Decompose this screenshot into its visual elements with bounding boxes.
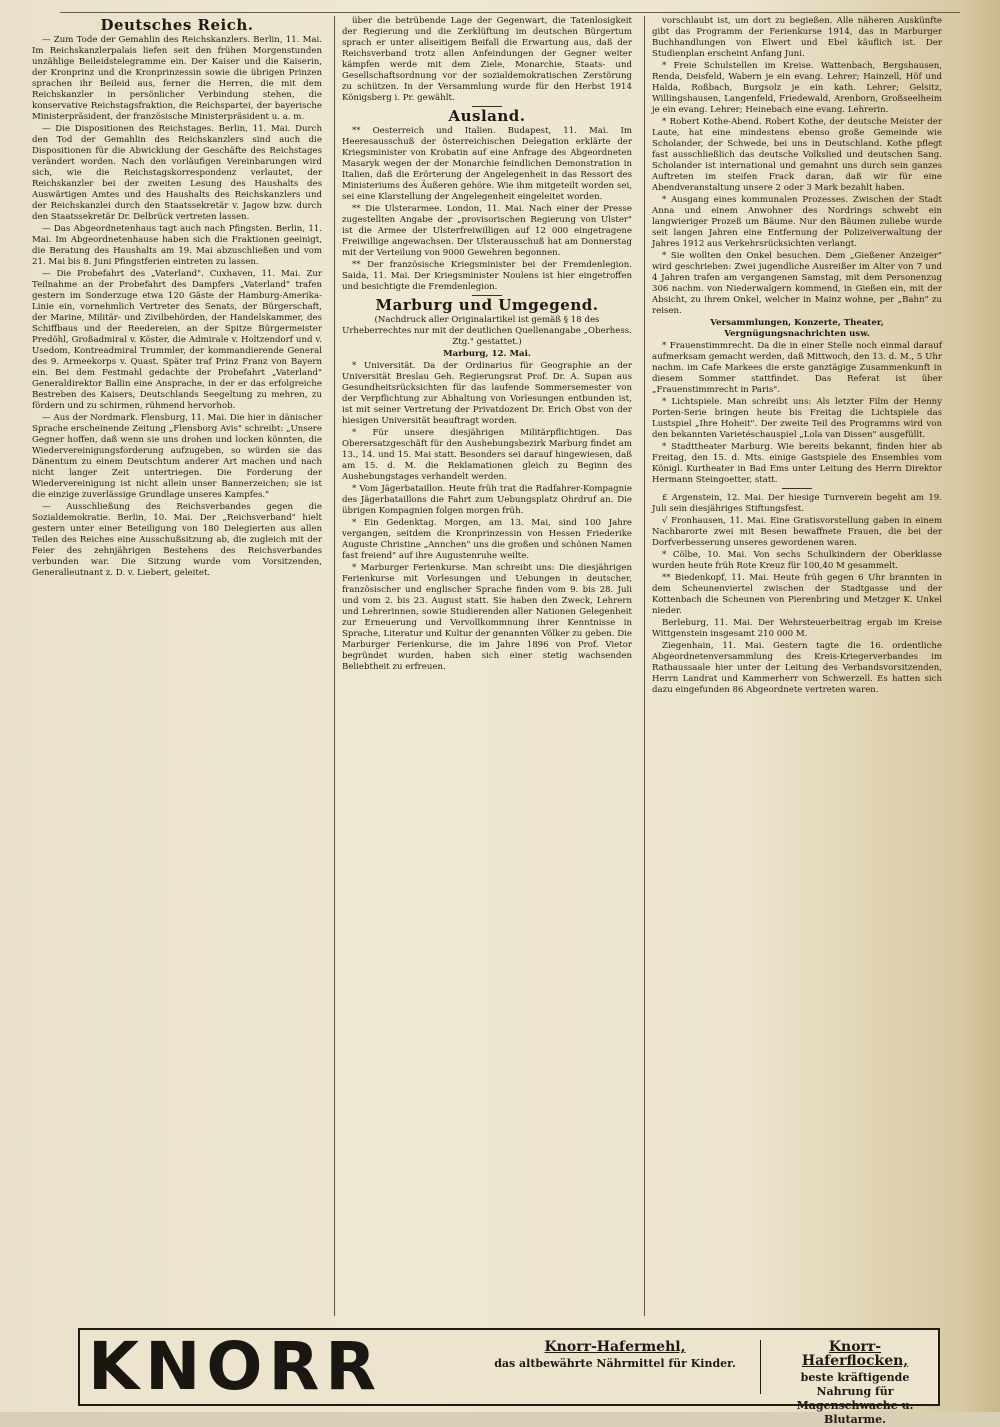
ad-divider [760, 1340, 761, 1394]
article-paragraph: * Universität. Da der Ordinarius für Geographie an der Universität Breslau Geh. Regierungsrat Prof. Dr. A. Supan aus Gesundheitsrücksichten für das laufende Sommersemester von der Verpflichtung zur Abhaltung von Vorlesungen entbunden ist, ist mit seiner Vertretung der Privatdozent Dr. Erich Obst von der hiesigen Universität beauftragt worden. [342, 361, 632, 426]
section-heading-reich: Deutsches Reich. [100, 16, 254, 34]
article-paragraph: über die betrübende Lage der Gegenwart, die Tatenlosigkeit der Regierung und die Zerklüftung im deutschen Bürgertum sprach er unter allseitigem Beifall die Erwartung aus, daß der Reichsverband trotz allen Anfeindungen der Gegner weiter kämpfen werde mit dem Ziele, Monarchie, Staats- und Gesellschaftsordnung vor der sozialdemokratischen Zerstörung zu schützen. In der Versammlung wurde für den Herbst 1914 Königsberg i. Pr. gewählt. [342, 16, 632, 103]
column-divider [334, 16, 335, 1316]
article-paragraph: ** Biedenkopf, 11. Mai. Heute früh gegen 6 Uhr brannten in dem Scheunenviertel zwischen der Stadtgasse und der Kottenbach die Scheunen von Pierenbring und Metzger K. Unkel nieder. [652, 573, 942, 616]
article-paragraph: — Zum Tode der Gemahlin des Reichskanzlers. Berlin, 11. Mai. Im Reichskanzlerpalais liefen seit den frühen Morgenstunden unzählige Beileidstelegramme ein. Der Kaiser und die Kaiserin, der Kronprinz und die Kronprinzessin sowie die übrigen Prinzen sprachen ihr Beileid aus, ferner die Herren, die mit dem Reichskanzler in persönlicher Verbindung stehen, die konservative Reichstagsfraktion, die Reichspartei, der bayerische Ministerpräsident, der französische Ministerpräsident u. a. m. [32, 35, 322, 122]
ad-hafermehl-heading: Knorr-Hafermehl, [544, 1339, 686, 1355]
article-paragraph: * Sie wollten den Onkel besuchen. Dem „Gießener Anzeiger" wird geschrieben: Zwei jugendliche Ausreißer im Alter von 7 und 4 Jahren trafen am vergangenen Samstag, mit dem Personenzug 306 nachm. von Niederwalgern kommend, in Gießen ein, mit der Absicht, zu ihrem Onkel, welcher in Mainz wohne, per „Bahn" zu reisen. [652, 251, 942, 316]
article-paragraph: * Robert Kothe-Abend. Robert Kothe, der deutsche Meister der Laute, hat eine mindestens ebenso große Gemeinde wie Scholander, der Schwede, bei uns in Deutschland. Kothe pflegt fast ausschließlich das deutsche Volkslied und deutschen Sang. Scholander ist international und gemahnt uns durch sein ganzes Auftreten im steifen Frack daran, daß wir für eine Abendveranstaltung unsere 2 oder 3 Mark bezahlt haben. [652, 117, 942, 193]
article-paragraph: — Die Dispositionen des Reichstages. Berlin, 11. Mai. Durch den Tod der Gemahlin des Reichskanzlers sind auch die Dispositionen für die Abwicklung der Geschäfte des Reichstages verändert worden. Nach den vorläufigen Vereinbarungen wird sich, wie die Reichstagskorrespondenz verlautet, der Reichskanzler bei der zweiten Lesung des Haushalts des Auswärtigen Amtes und des Haushalts des Reichskanzlers und der Reichskanzlei durch den Staatssekretär v. Jagow bzw. durch den Staatssekretär Dr. Delbrück vertreten lassen. [32, 124, 322, 222]
section-heading-marburg: Marburg und Umgegend. [375, 296, 599, 314]
article-paragraph: * Frauenstimmrecht. Da die in einer Stelle noch einmal darauf aufmerksam gemacht werden, daß Mittwoch, den 13. d. M., 5 Uhr nachm. im Cafe Markees die erste ganztägige Zusammenkunft in diesem Sommer stattfindet. Das Referat ist über „Frauenstimmrecht in Paris". [652, 341, 942, 395]
article-paragraph: √ Fronhausen, 11. Mai. Eine Gratisvorstellung gaben in einem Nachbarorte zwei mit Besen bewaffnete Frauen, die bei der Dorfverbesserung unseres gewordenen waren. [652, 516, 942, 548]
article-paragraph: ** Oesterreich und Italien. Budapest, 11. Mai. Im Heeresausschuß der österreichischen Delegation erklärte der Kriegsminister von Krobatin auf eine Anfrage des Abgeordneten Masaryk wegen der der Monarchie feindlichen Demonstration in Italien, daß die Erörterung der Angelegenheit in das Ressort des Ministeriums des Äußeren gehöre. Wie ihm mitgeteilt worden sei, sei eine Klarstellung der Angelegenheit eingeleitet worden. [342, 126, 632, 202]
article-paragraph: * Cölbe, 10. Mai. Von sechs Schulkindern der Oberklasse wurden heute früh Rote Kreuz für 100,40 M gesammelt. [652, 550, 942, 571]
dateline: Marburg, 12. Mai. [443, 349, 531, 359]
article-paragraph: ** Die Ulsterarmee. London, 11. Mai. Nach einer der Presse zugestellten Angabe der „provisorischen Regierung von Ulster" ist die Armee der Ulsterfreiwilligen auf 12 000 eingetragene Freiwillige angewachsen. Der Ulsterausschuß hat am Donnerstag mit der Verteilung von 9000 Gewehren begonnen. [342, 204, 632, 258]
column-1 [32, 16, 322, 1316]
article-paragraph: Ziegenhain, 11. Mai. Gestern tagte die 16. ordentliche Abgeordnetenversammlung des Kreis-Kriegerverbandes im Rathaussaale hier unter der Leitung des Verbandsvorsitzenden, Herrn Landrat und Kammerherr von Schwerzell. Es hatten sich dazu eingefunden 86 Abgeordnete vertreten waren. [652, 641, 942, 695]
column-divider [644, 16, 645, 1316]
divider [782, 488, 812, 489]
article-paragraph: * Ausgang eines kommunalen Prozesses. Zwischen der Stadt Anna und einem Anwohner des Nordrings schwebt ein langwieriger Prozeß um Bäume. Nur den Bäumen zuliebe wurde seit langen Jahren eine Entfernung der Polizeiverwaltung der Jahres 1912 aus Verkehrsrücksichten verlangt. [652, 195, 942, 249]
ad-haferflocken-heading: Knorr-Haferflocken, [801, 1339, 909, 1369]
article-paragraph: — Das Abgeordnetenhaus tagt auch nach Pfingsten. Berlin, 11. Mai. Im Abgeordnetenhause haben sich die Fraktionen geeinigt, die Beratung des Haushalts am 19. Mai abzuschließen und vom 21. Mai bis 8. Juni Pfingstferien eintreten zu lassen. [32, 224, 322, 267]
top-rule [60, 12, 960, 13]
article-paragraph: * Ein Gedenktag. Morgen, am 13. Mai, sind 100 Jahre vergangen, seitdem die Kronprinzessin von Hessen Friederike Auguste Christine „Annchen" uns die großen und schönen Namen fast freiend" auf ihre Augustenruhe weilte. [342, 518, 632, 561]
ad-hafermehl [490, 1340, 740, 1371]
ad-haferflocken [780, 1340, 930, 1427]
article-paragraph: vorschlaubt ist, um dort zu begießen. Alle näheren Auskünfte gibt das Programm der Ferienkurse 1914, das in Marburger Buchhandlungen von Elwert und Ebel käuflich ist. Der Studienplan erscheint Anfang Juni. [652, 16, 942, 59]
section-heading-ausland: Ausland. [448, 107, 526, 125]
text-columns [32, 16, 962, 1316]
article-paragraph: — Die Probefahrt des „Vaterland". Cuxhaven, 11. Mai. Zur Teilnahme an der Probefahrt des Dampfers „Vaterland" trafen gestern im Sonderzuge etwa 120 Gäste der Hamburg-Amerika-Linie ein, vornehmlich Vertreter des Senats, der Bürgerschaft, der Marine, Militär- und Zivilbehörden, der Handelskammer, des Schiffbaus und der Reedereien, an der Spitze Bürgermeister Predöhl, Großadmiral v. Köster, die Admirale v. Holtzendorf und v. Usedom, Kontreadmiral Trummler, der kommandierende General des 9. Armeekorps v. Quast. Später traf Prinz Franz von Bayern ein. Bei dem Festmahl gedachte der Probefahrt „Vaterland" Generaldirektor Ballin eine Ansprache, in der er das erfolgreiche Bestreben des Kaisers, Deutschlands Seegeltung zu mehren, zu fördern und zu schirmen, rühmend hervorhob. [32, 269, 322, 411]
article-paragraph: * Vom Jägerbataillon. Heute früh trat die Radfahrer-Kompagnie des Jägerbataillons die Fahrt zum Uebungsplatz Ohrdruf an. Die übrigen Kompagnien folgen morgen früh. [342, 484, 632, 516]
article-paragraph: * Stadttheater Marburg. Wie bereits bekannt, finden hier ab Freitag, den 15. d. Mts. einige Gastspiele des Ensembles vom Königl. Kurtheater in Bad Ems unter Leitung des Herrn Direktor Hermann Steingoetter, statt. [652, 442, 942, 485]
article-paragraph: * Freie Schulstellen im Kreise. Wattenbach, Bergshausen, Renda, Deisfeld, Wabern je ein evang. Lehrer; Hainzell, Höf und Halda, Roßbach, Burgsolz je ein kath. Lehrer; Gelsitz, Willingshausen, Langenfeld, Friedewald, Arenborn, Großseelheim je ein evang. Lehrer; Heinebach eine evang. Lehrerin. [652, 61, 942, 115]
article-paragraph: * Marburger Ferienkurse. Man schreibt uns: Die diesjährigen Ferienkurse mit Vorlesungen und Uebungen in deutscher, französischer und englischer Sprache finden vom 9. bis 28. Juli und vom 2. bis 23. August statt. Sie haben den Zweck, Lehrern und Lehrerinnen, sowie Studierenden aller Nationen Gelegenheit zur Erneuerung und Vervollkommnung ihrer Kenntnisse in Sprache, Literatur und Kultur der genannten Völker zu geben. Die Marburger Ferienkurse, die im Jahre 1896 von Prof. Vietor begründet wurden, haben sich einer stetig wachsenden Beliebtheit zu erfreuen. [342, 563, 632, 672]
article-paragraph: ** Der französische Kriegsminister bei der Fremdenlegion. Saida, 11. Mai. Der Kriegsminister Noulens ist hier eingetroffen und besichtigte die Fremdenlegion. [342, 260, 632, 292]
article-paragraph: Berleburg, 11. Mai. Der Wehrsteuerbeitrag ergab im Kreise Wittgenstein insgesamt 210 000 M. [652, 618, 942, 639]
knorr-advertisement [78, 1328, 940, 1426]
ad-haferflocken-text: beste kräftigende Nahrung für Magenschwache u. Blutarme. [796, 1371, 914, 1426]
column-3 [652, 16, 942, 1316]
article-paragraph: * Lichtspiele. Man schreibt uns: Als letzter Film der Henny Porten-Serie bringen heute bis Freitag die Lichtspiele das Lustspiel „Ihre Hoheit". Der zweite Teil des Programms wird von den bekannten Varietéschauspiel „Lola van Dissen" ausgefüllt. [652, 397, 942, 440]
article-paragraph: * Für unsere diesjährigen Militärpflichtigen. Das Oberersatzgeschäft für den Aushebungsbezirk Marburg findet am 13., 14. und 15. Mai statt. Besonders sei darauf hingewiesen, daß am 15. d. M. die Reklamationen gleich zu Beginn des Aushebungstages verhandelt werden. [342, 428, 632, 482]
knorr-logo: KNORR [88, 1328, 383, 1405]
reprint-notice: (Nachdruck aller Originalartikel ist gemäß § 18 des Urheberrechtes nur mit der deutlichen Quellenangabe „Oberhess. Ztg." gestattet.) [342, 315, 632, 347]
article-paragraph: — Ausschließung des Reichsverbandes gegen die Sozialdemokratie. Berlin, 10. Mai. Der „Reichsverband" hielt gestern unter einer Beteiligung von 180 Delegierten aus allen Teilen des Reiches eine Ausschußsitzung ab, die zugleich mit der Feier des zehnjährigen Bestehens des Reichsverbandes verbunden war. Die Sitzung wurde vom Vorsitzenden, Generalleutnant z. D. v. Liebert, geleitet. [32, 502, 322, 578]
subsection-heading: Versammlungen, Konzerte, Theater, Vergnügungsnachrichten usw. [710, 318, 884, 339]
article-paragraph: — Aus der Nordmark. Flensburg, 11. Mai. Die hier in dänischer Sprache erscheinende Zeitung „Flensborg Avis" schreibt: „Unsere Gegner hoffen, daß wenn sie uns drohen und locken könnten, die Wiedervereinigungsforderung aufzugeben, so würden sie das Dänentum zu einem Deutschtum anderer Art machen und nach nicht langer Zeit untertriegen. Die Forderung der Wiedervereinigung ist nicht allein unser Bannerzeichen; sie ist die einzige zuverlässige Grundlage unseres Kampfes." [32, 413, 322, 500]
ad-hafermehl-text: das altbewährte Nährmittel für Kinder. [494, 1357, 736, 1370]
column-2 [342, 16, 632, 1316]
article-paragraph: £ Argenstein, 12. Mai. Der hiesige Turnverein begeht am 19. Juli sein diesjähriges Stiftungsfest. [652, 493, 942, 514]
